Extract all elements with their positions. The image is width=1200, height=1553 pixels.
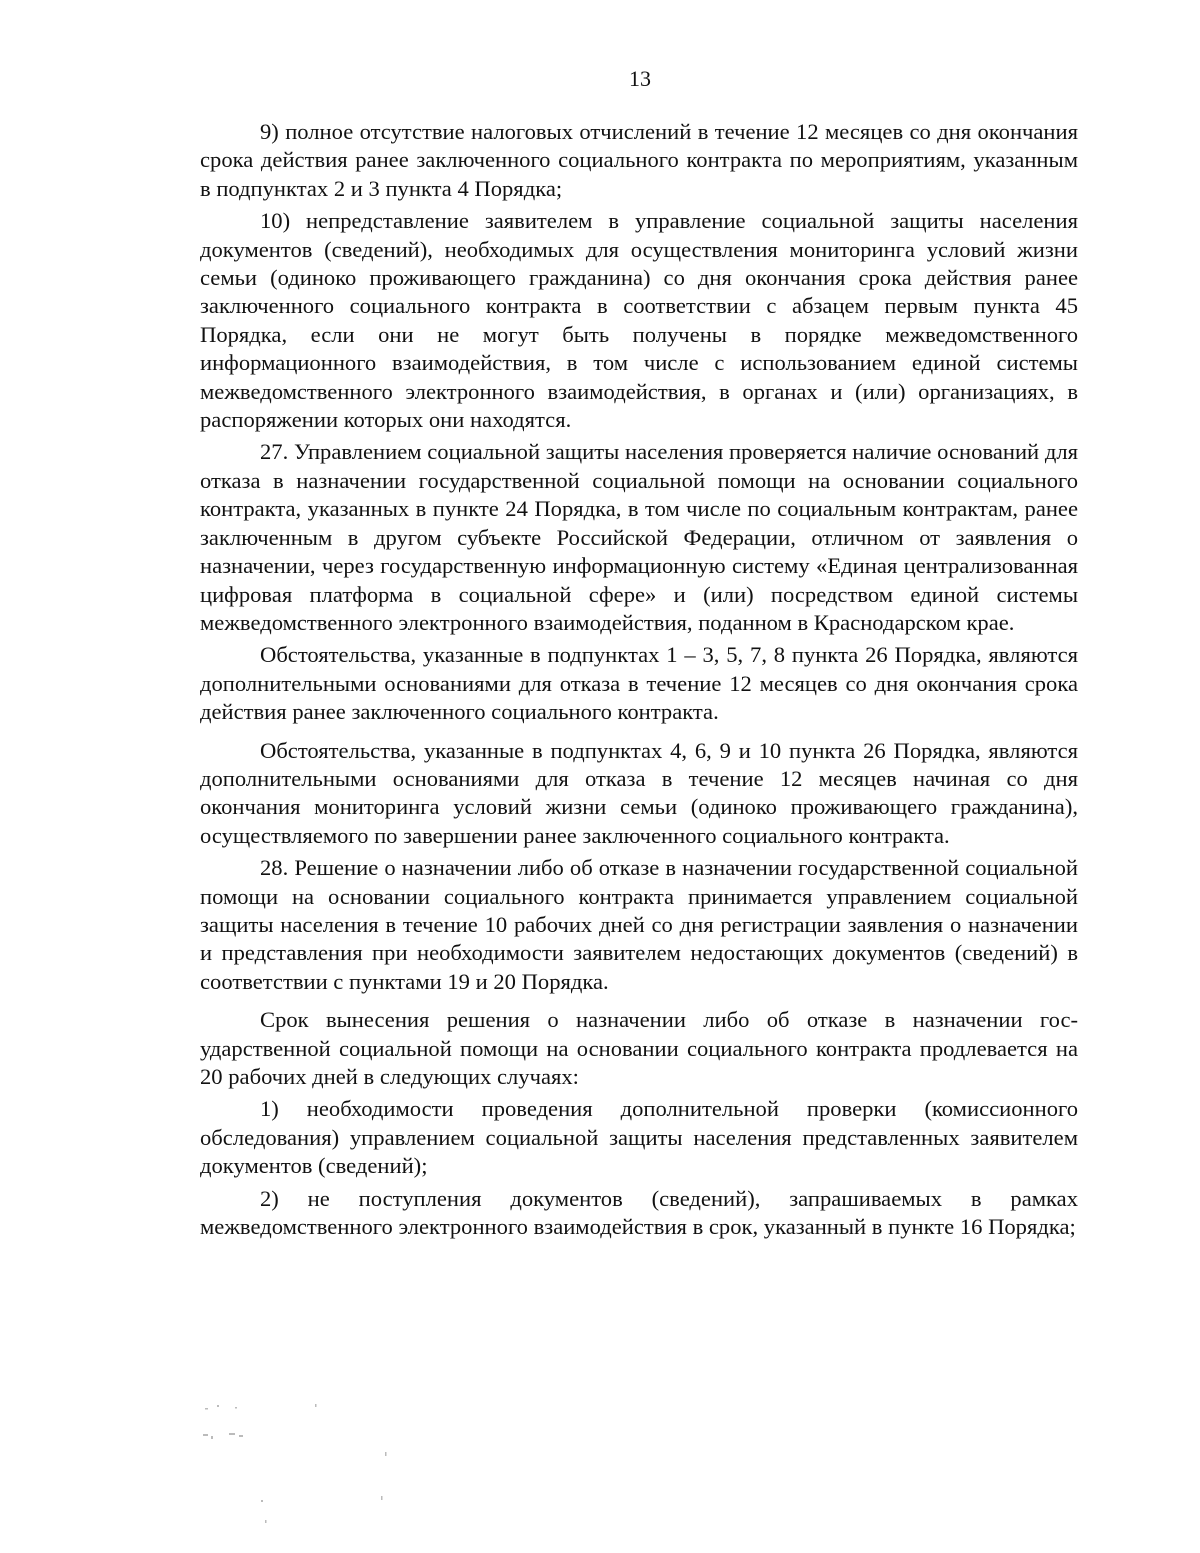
scan-noise — [195, 1400, 435, 1530]
paragraph-subitem-10: 10) непредставление заявителем в управление социальной защиты населения документов (сведений), необходимых для осуществления мониторинга условий жизни семьи (одиноко проживающего гражданина) со дня окончания срока действия ранее заключенного социального контракта в соответствии с абзацем первым пункта 45 Порядка, если они не могут быть получены в порядке межведомственного информационного взаимодействия, в том числе с использованием единой системы межведомственного электронного взаимодействия, в органах и (или) организациях, в распоряжении которых они находятся. — [200, 208, 1078, 433]
paragraph-case-2: 2) не поступления документов (сведений), запрашиваемых в рамках межведомственного электронного взаимодействия в срок, указанный в пункте 16 Порядка; — [200, 1185, 1078, 1240]
page-number: 13 — [629, 66, 651, 91]
paragraph-case-1: 1) необходимости проведения дополнительной проверки (комиссионного обследования) управлением социальной защиты населения представленных заявителем документов (сведений); — [200, 1096, 1078, 1179]
paragraph-item-27: 27. Управлением социальной защиты населения проверяется наличие оснований для отказа в назначении государственной социальной помощи на основании социального контракта, указанных в пункте 24 Порядка, в том числе по социальным контрактам, ранее заключенным в другом субъекте Российской Федерации, отличном от заявления о назначении, через государственную информационную систему «Единая централизованная цифровая платформа в социальной сфере» и (или) посредством единой системы межведомственного электронного взаимодействия, поданном в Краснодарском крае. — [200, 439, 1078, 635]
paragraph-subitem-9: 9) полное отсутствие налоговых отчислений в течение 12 месяцев со дня окончания срока действия ранее заключенного социального контракта по мероприятиям, указанным в подпунктах 2 и 3 пункта 4 Порядка; — [200, 119, 1078, 201]
paragraph-item-28: 28. Решение о назначении либо об отказе в назначении государственной социальной помощи на основании социального контракта принимается управлением социальной защиты населения в течение 10 рабочих дней со дня регистрации заявления о назначении и представления при необходимости заявителем недостающих документов (сведений) в соответствии с пунктами 19 и 20 Порядка. — [200, 855, 1078, 994]
paragraph-deadline-extension: Срок вынесения решения о назначении либо об отказе в назначении государственной социальной помощи на основании социального контракта продлевается на 20 рабочих дней в следующих случаях: — [200, 1007, 1078, 1089]
paragraph-circumstances-1: Обстоятельства, указанные в подпунктах 1 – 3, 5, 7, 8 пункта 26 Порядка, являются дополнительными основаниями для отказа в течение 12 месяцев со дня окончания срока действия ранее заключенного социального контракта. — [200, 642, 1078, 725]
paragraph-circumstances-2: Обстоятельства, указанные в подпунктах 4, 6, 9 и 10 пункта 26 Порядка, являются дополнительными основаниями для отказа в течение 12 месяцев начиная со дня окончания мониторинга условий жизни семьи (одиноко проживающего гражданина), осуществляемого по завершении ранее заключенного социального контракта. — [200, 737, 1078, 848]
document-body — [200, 118, 1078, 1241]
